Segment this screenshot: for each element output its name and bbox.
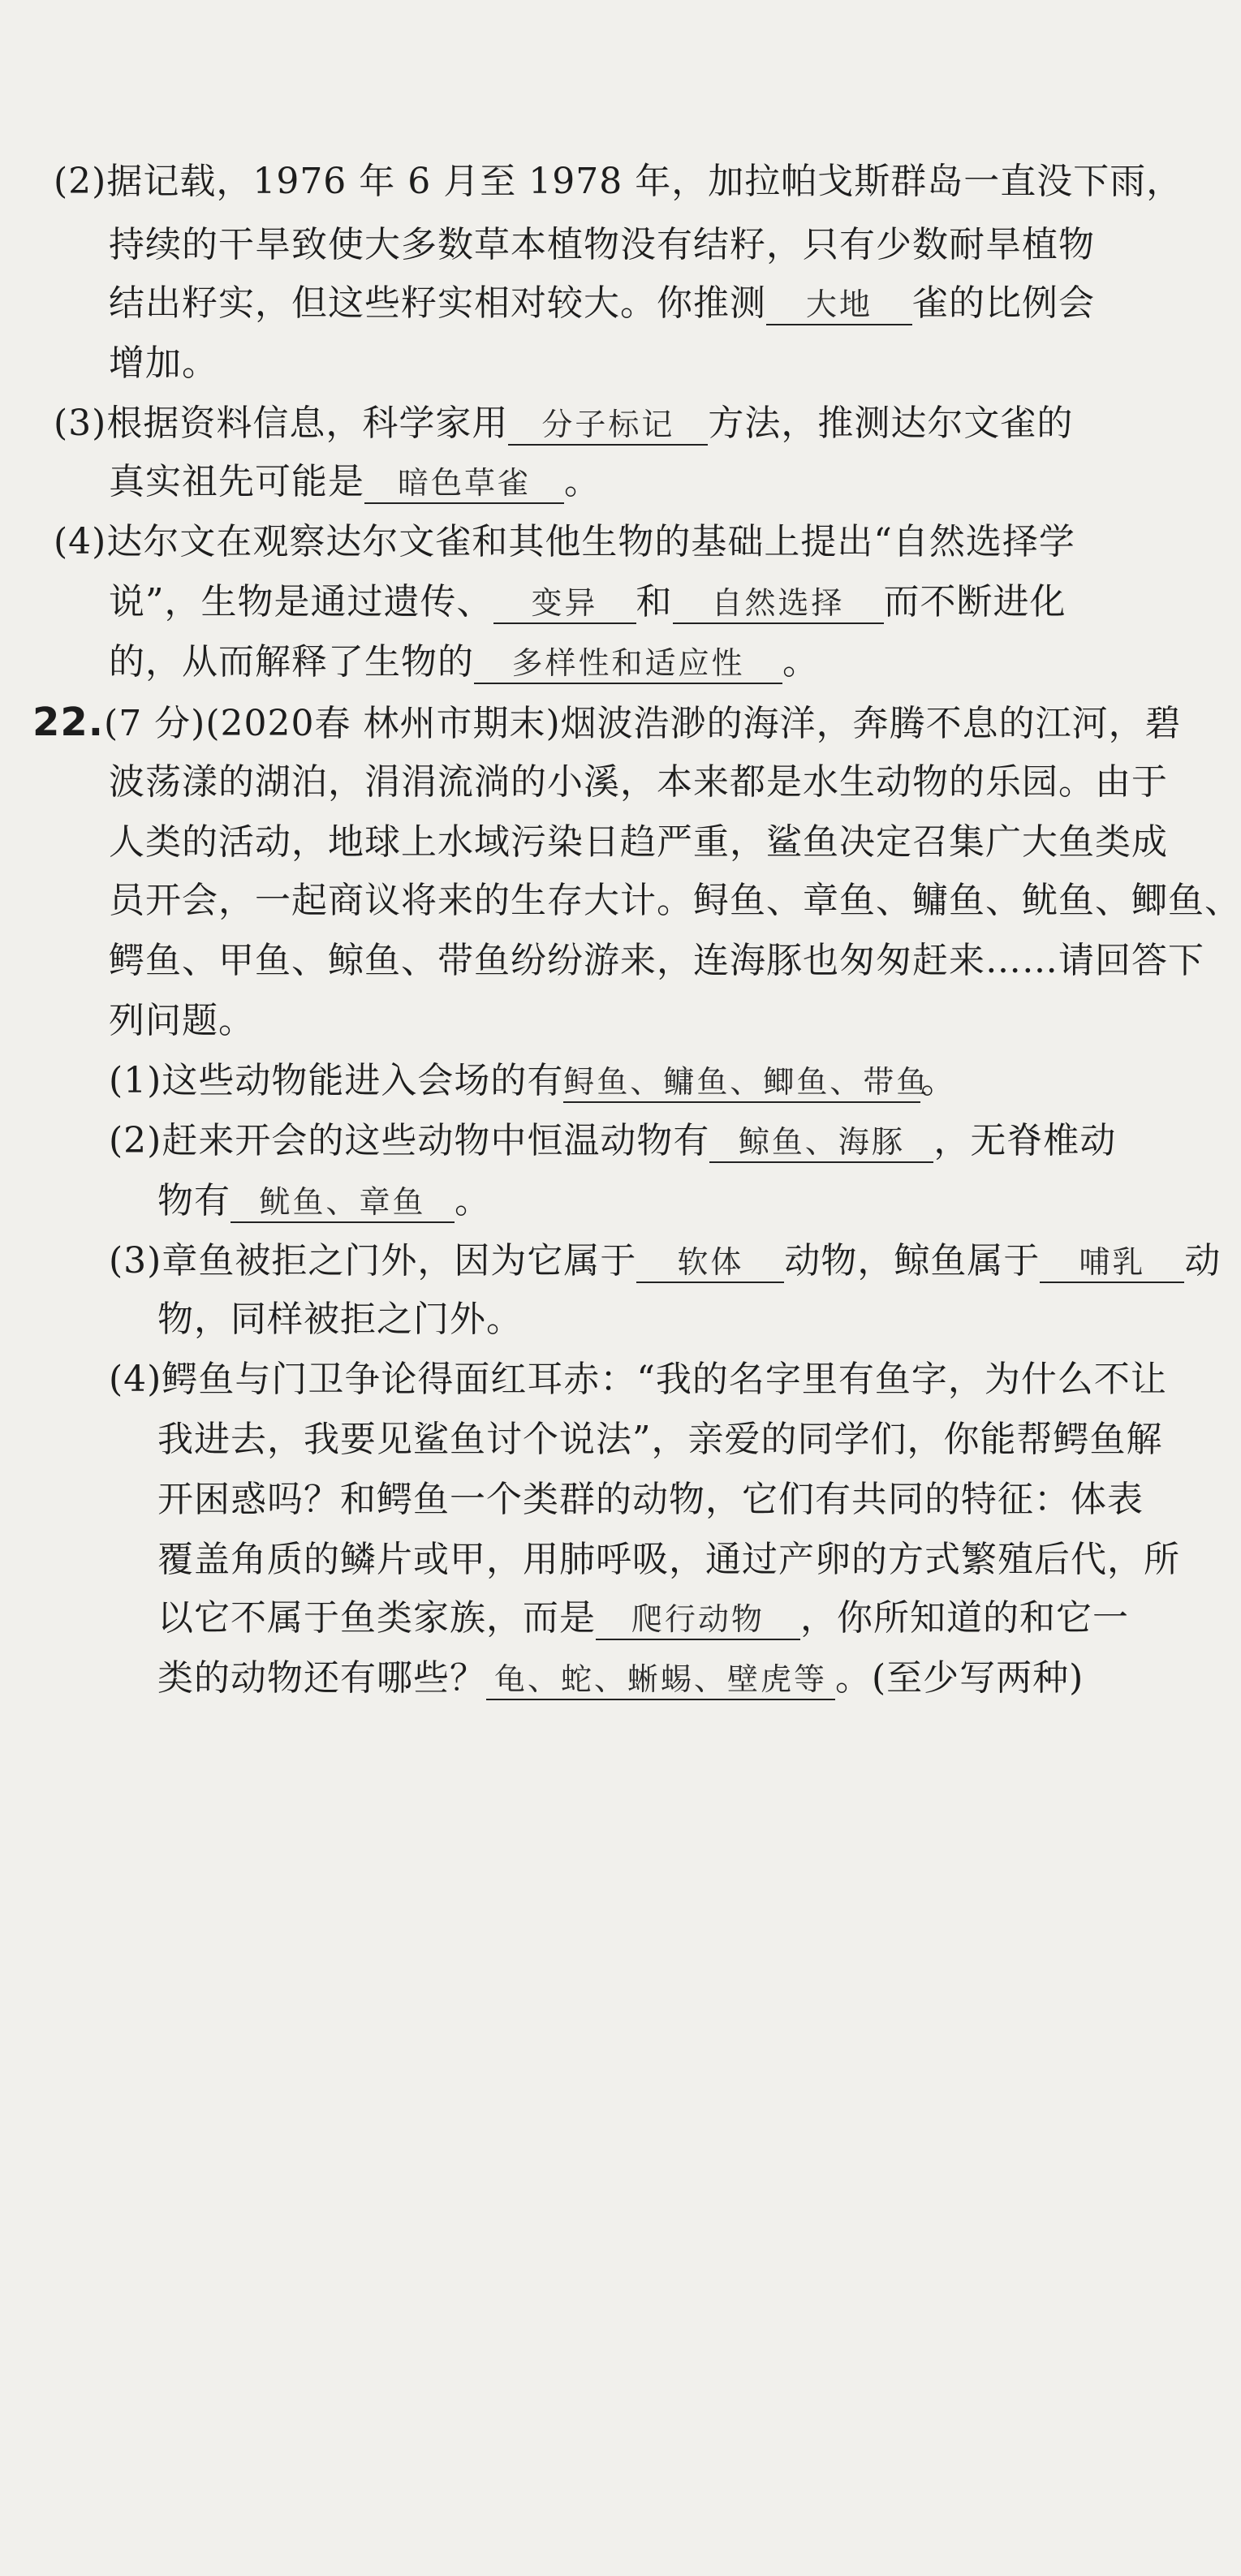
q21-p2-line4: 增加。 (109, 342, 218, 384)
q21-p4-line2: 说”，生物是通过遗传、 变异 和 自然选择 而不断进化 (109, 581, 1066, 622)
q22-p4-line5: 以它不属于鱼类家族，而是 爬行动物 ，你所知道的和它一 (157, 1597, 1129, 1639)
q22-p1: (1)这些动物能进入会场的有鲟鱼、鳙鱼、鲫鱼、带鱼。 (109, 1060, 958, 1101)
q21-p3-line2: 真实祖先可能是 暗色草雀 。 (109, 461, 601, 502)
q22-p4-line1: (4)鳄鱼与门卫争论得面红耳赤：“我的名字里有鱼字，为什么不让 (109, 1359, 1167, 1400)
answer-blank: 多样性和适应性 (474, 644, 782, 684)
q22-line3: 人类的活动，地球上水域污染日趋严重，鲨鱼决定召集广大鱼类成 (109, 821, 1168, 863)
q21-p2-line1: (2)据记载，1976 年 6 月至 1978 年，加拉帕戈斯群岛一直没下雨， (54, 161, 1183, 202)
answer-blank: 暗色草雀 (364, 463, 564, 504)
answer-blank: 爬行动物 (596, 1600, 800, 1640)
answer-blank: 软体 (636, 1243, 784, 1283)
answer-blank: 大地 (766, 285, 912, 325)
q22-p4-line2: 我进去，我要见鲨鱼讨个说法”，亲爱的同学们，你能帮鳄鱼解 (157, 1419, 1163, 1460)
q22-line4: 员开会，一起商议将来的生存大计。鲟鱼、章鱼、鳙鱼、鱿鱼、鲫鱼、 (109, 880, 1241, 921)
answer-blank: 变异 (493, 584, 636, 624)
q22-p3-line2: 物，同样被拒之门外。 (157, 1299, 523, 1340)
q22-line1: 22.(7 分)(2020春 林州市期末)烟波浩渺的海洋，奔腾不息的江河，碧 (32, 700, 1182, 745)
q22-p2-line1: (2)赶来开会的这些动物中恒温动物有 鲸鱼、海豚 ，无脊椎动 (109, 1120, 1117, 1161)
q22-line5: 鳄鱼、甲鱼、鲸鱼、带鱼纷纷游来，连海豚也匆匆赶来……请回答下 (109, 940, 1204, 981)
q22-p2-line2: 物有 鱿鱼、章鱼 。 (157, 1180, 491, 1221)
q21-p4-line1: (4)达尔文在观察达尔文雀和其他生物的基础上提出“自然选择学 (54, 521, 1075, 562)
answer-blank: 鱿鱼、章鱼 (231, 1182, 455, 1223)
q21-p2-line3: 结出籽实，但这些籽实相对较大。你推测 大地 雀的比例会 (109, 282, 1095, 324)
q22-p4-line4: 覆盖角质的鳞片或甲，用肺呼吸，通过产卵的方式繁殖后代，所 (157, 1539, 1180, 1580)
q21-p4-line3: 的，从而解释了生物的 多样性和适应性 。 (109, 641, 819, 683)
q22-p3-line1: (3)章鱼被拒之门外，因为它属于 软体 动物，鲸鱼属于 哺乳 动 (109, 1240, 1222, 1282)
answer-blank: 自然选择 (673, 584, 884, 624)
q21-p2-line2: 持续的干旱致使大多数草本植物没有结籽，只有少数耐旱植物 (109, 224, 1095, 265)
question-number: 22. (32, 700, 105, 745)
q22-line6: 列问题。 (109, 1000, 255, 1041)
answer-blank: 鲟鱼、鳙鱼、鲫鱼、带鱼 (563, 1062, 920, 1103)
answer-blank: 鲸鱼、海豚 (709, 1122, 933, 1163)
q22-line2: 波荡漾的湖泊，涓涓流淌的小溪，本来都是水生动物的乐园。由于 (109, 761, 1168, 803)
answer-blank: 分子标记 (508, 405, 708, 446)
answer-blank: 龟、蛇、蜥蜴、壁虎等 (486, 1660, 835, 1700)
answer-blank: 哺乳 (1040, 1243, 1184, 1283)
q21-p3-line1: (3)根据资料信息，科学家用 分子标记 方法，推测达尔文雀的 (54, 403, 1074, 444)
q22-p4-line6: 类的动物还有哪些？ 龟、蛇、蜥蜴、壁虎等 。(至少写两种) (157, 1657, 1084, 1699)
q22-p4-line3: 开困惑吗？和鳄鱼一个类群的动物，它们有共同的特征：体表 (157, 1479, 1144, 1520)
